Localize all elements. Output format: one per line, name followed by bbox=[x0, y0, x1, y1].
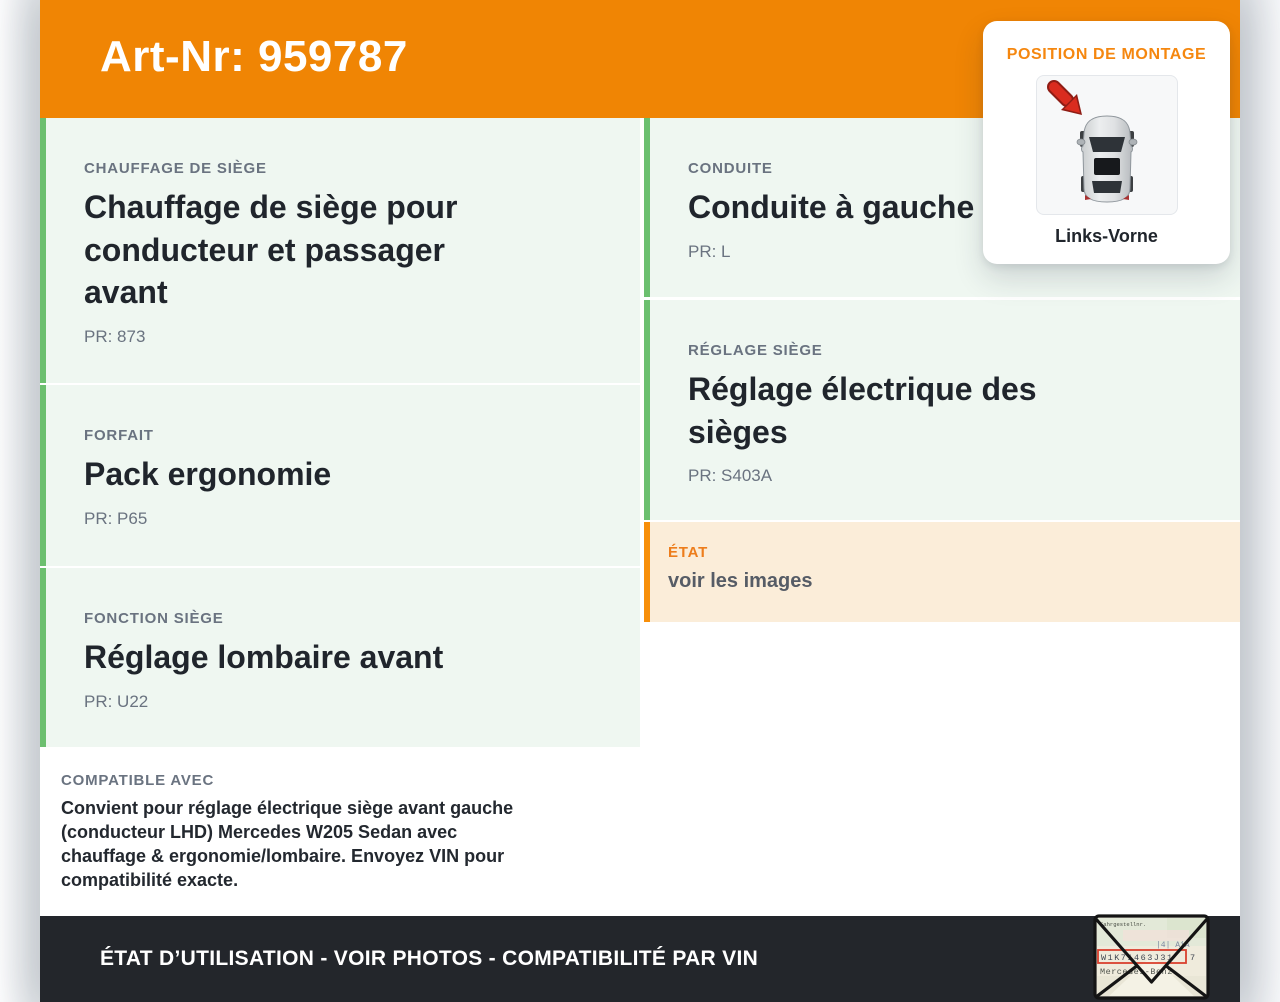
spec-card-seat-adjustment bbox=[644, 300, 1240, 520]
compatibility-text: Convient pour réglage électrique siège avant gauche (conducteur LHD) Mercedes W205 Sedan avec chauffage & ergonomie/lombaire. Envoyez VIN pour compatibilité exacte. bbox=[61, 798, 514, 891]
condition-card bbox=[644, 522, 1240, 622]
spec-title: Conduite à gauche bbox=[688, 189, 975, 225]
spec-card-seat-function bbox=[40, 568, 640, 747]
footer-text: ÉTAT D’UTILISATION - VOIR PHOTOS - COMPATIBILITÉ PAR VIN bbox=[100, 947, 759, 970]
svg-text:|4| AiA: |4| AiA bbox=[1156, 941, 1190, 950]
spec-label: FORFAIT bbox=[84, 427, 154, 444]
spec-title: Pack ergonomie bbox=[84, 456, 332, 492]
condition-text: voir les images bbox=[668, 570, 813, 592]
spec-card-seat-heating bbox=[40, 118, 640, 383]
envelope-icon bbox=[1093, 914, 1210, 1000]
svg-text:Fahrgestellnr.: Fahrgestellnr. bbox=[1100, 921, 1147, 928]
spec-title: Réglage lombaire avant bbox=[84, 639, 444, 675]
mounting-position-label: POSITION DE MONTAGE bbox=[1006, 46, 1207, 63]
left-column bbox=[40, 118, 640, 912]
spec-title: Réglage électrique des sièges bbox=[688, 371, 1037, 450]
brand-text: Mercedes-Benz bbox=[1100, 967, 1173, 977]
spec-pr-code: PR: P65 bbox=[84, 508, 148, 528]
vin-suffix: 7 bbox=[1190, 953, 1196, 963]
spec-pr-code: PR: S403A bbox=[688, 466, 773, 486]
spec-title: Chauffage de siège pour conducteur et passager avant bbox=[84, 189, 458, 311]
car-top-view-icon bbox=[1037, 76, 1177, 214]
condition-label: ÉTAT bbox=[668, 544, 709, 561]
spec-pr-code: PR: U22 bbox=[84, 691, 149, 711]
compatibility-card bbox=[40, 750, 640, 912]
red-arrow-icon bbox=[1054, 87, 1082, 115]
compatibility-label: COMPATIBLE AVEC bbox=[61, 772, 215, 789]
spec-label: RÉGLAGE SIÈGE bbox=[688, 342, 823, 359]
spec-label: CONDUITE bbox=[688, 160, 773, 177]
page-title: Art-Nr: 959787 bbox=[100, 32, 408, 81]
car-position-image-box bbox=[1036, 75, 1178, 215]
vin-document-envelope-image bbox=[1093, 914, 1210, 1000]
spec-label: FONCTION SIÈGE bbox=[84, 610, 224, 627]
spec-pr-code: PR: L bbox=[688, 241, 731, 261]
vin-text: W1K71463J31 bbox=[1101, 953, 1174, 963]
mounting-position-card bbox=[983, 21, 1230, 264]
footer-bar bbox=[40, 916, 1240, 1002]
spec-pr-code: PR: 873 bbox=[84, 326, 146, 346]
spec-label: CHAUFFAGE DE SIÈGE bbox=[84, 160, 267, 177]
listing-container bbox=[40, 0, 1240, 1002]
mounting-position-caption: Links-Vorne bbox=[1055, 226, 1158, 246]
spec-card-package bbox=[40, 385, 640, 566]
